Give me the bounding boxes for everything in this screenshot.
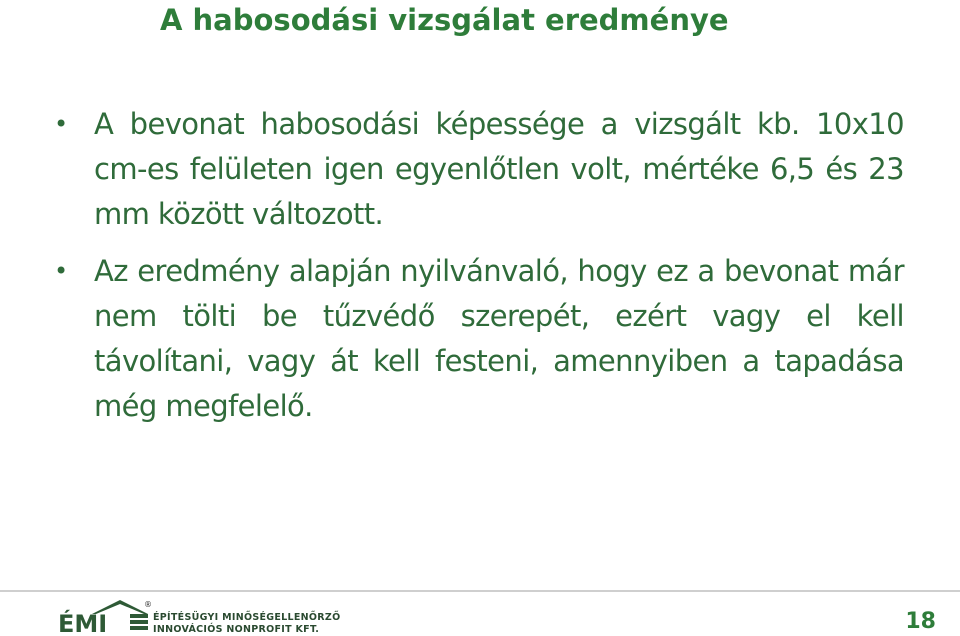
logo-text: ÉMI [58, 610, 108, 634]
company-name-line-2: INNOVÁCIÓS NONPROFIT KFT. [153, 624, 320, 635]
bullet-item-1: • A bevonat habosodási képessége a vizsgált kb. 10x10 cm-es felületen igen egyenlőtlen volt, mértéke 6,5 és 23 mm között változott. [94, 102, 904, 237]
page-number: 18 [905, 609, 936, 634]
footer-divider [0, 590, 960, 592]
bullet-list [94, 102, 904, 441]
slide-title: A habosodási vizsgálat eredménye [160, 3, 729, 37]
company-name [153, 612, 340, 636]
emi-logo [58, 598, 154, 634]
bullet-item-2: • Az eredmény alapján nyilvánvaló, hogy ez a bevonat már nem tölti be tűzvédő szerepét, ezért vagy el kell távolítani, vagy át kell festeni, amennyiben a tapadása még megfelelő. [94, 249, 904, 429]
registered-mark: ® [144, 600, 152, 609]
company-name-line-1: ÉPÍTÉSÜGYI MINŐSÉGELLENŐRZŐ [153, 612, 341, 623]
